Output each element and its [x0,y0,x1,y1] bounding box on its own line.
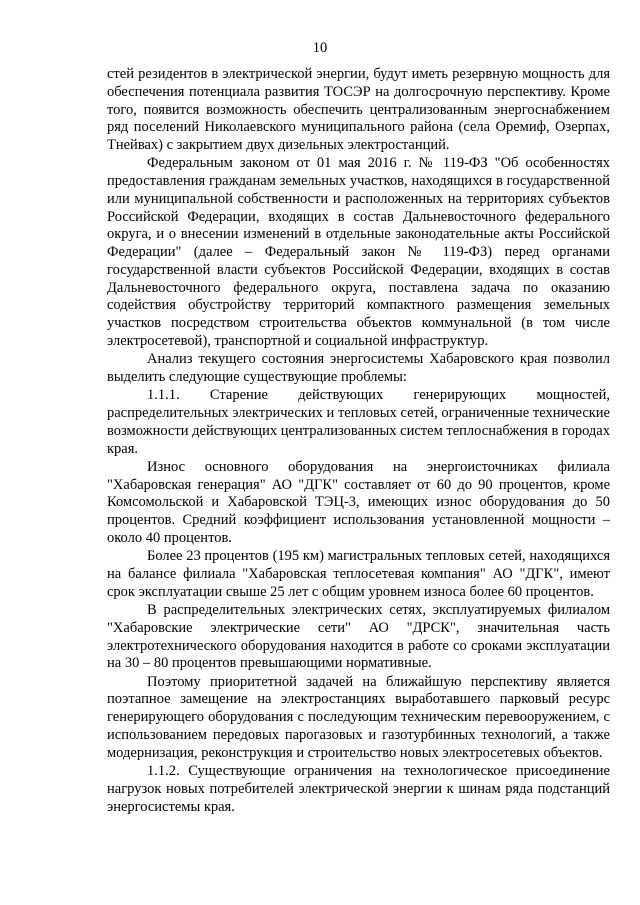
paragraph-problem-1-1-2: 1.1.2. Существующие ограничения на технологическое присоединение нагрузок новых потребителей электрической энергии к шинам ряда подстанций энергосистемы края. [107,763,610,815]
paragraph-heat-networks: Более 23 процентов (195 км) магистральных тепловых сетей, находящихся на балансе филиала "Хабаровская теплосетевая компания" АО "ДГК", имеют срок эксплуатации свыше 25 лет с общим уровнем износа более 60 процентов. [107,548,610,600]
page-number: 10 [312,40,328,56]
document-body [107,66,610,816]
paragraph-generation-wear: Износ основного оборудования на энергоисточниках филиала "Хабаровская генерация" АО "ДГК" составляет от 60 до 90 процентов, кроме Комсомольской и Хабаровской ТЭЦ-3, имеющих износ оборудования до 50 процентов. Средний коэффициент использования установленной мощности – около 40 процентов. [107,458,610,546]
paragraph-priority-task: Поэтому приоритетной задачей на ближайшую перспективу является поэтапное замещение на электростанциях выработавшего парковый ресурс генерирующего оборудования с последующим техническим перевооружением, с использованием передовых парогазовых и газотурбинных технологий, а также модернизация, реконструкция и строительство новых электросетевых объектов. [107,673,610,761]
paragraph-problem-1-1-1: 1.1.1. Старение действующих генерирующих мощностей, распределительных электрических и тепловых сетей, ограниченные технические возможности действующих централизованных систем теплоснабжения в городах края. [107,387,610,457]
paragraph-federal-law: Федеральным законом от 01 мая 2016 г. № 119-ФЗ "Об особенностях предоставления гражданам земельных участков, находящихся в государственной или муниципальной собственности и расположенных на территориях субъектов Российской Федерации, входящих в состав Дальневосточного федерального округа, и о внесении изменений в отдельные законодательные акты Российской Федерации" (далее – Федеральный закон № 119-ФЗ) перед органами государственной власти субъектов Российской Федерации, входящих в состав Дальневосточного федерального округа, поставлена задача по оказанию содействия обустройству территорий компактного размещения земельных участков посредством строительства объектов коммунальной (в том числе электросетевой), транспортной и социальной инфраструктур. [107,155,610,349]
paragraph-distribution-networks: В распределительных электрических сетях, эксплуатируемых филиалом "Хабаровские электрические сети" АО "ДРСК", значительная часть электротехнического оборудования находится в работе со сроками эксплуатации на 30 – 80 процентов превышающими нормативные. [107,602,610,672]
paragraph-continuation: стей резидентов в электрической энергии, будут иметь резервную мощность для обеспечения потенциала развития ТОСЭР на долгосрочную перспективу. Кроме того, появится возможность обеспечить централизованным энергоснабжением ряд поселений Николаевского муниципального района (села Оремиф, Озерпах, Тнейвах) с закрытием двух дизельных электростанций. [107,66,610,153]
paragraph-analysis-intro: Анализ текущего состояния энергосистемы Хабаровского края позволил выделить следующие существующие проблемы: [107,351,610,385]
